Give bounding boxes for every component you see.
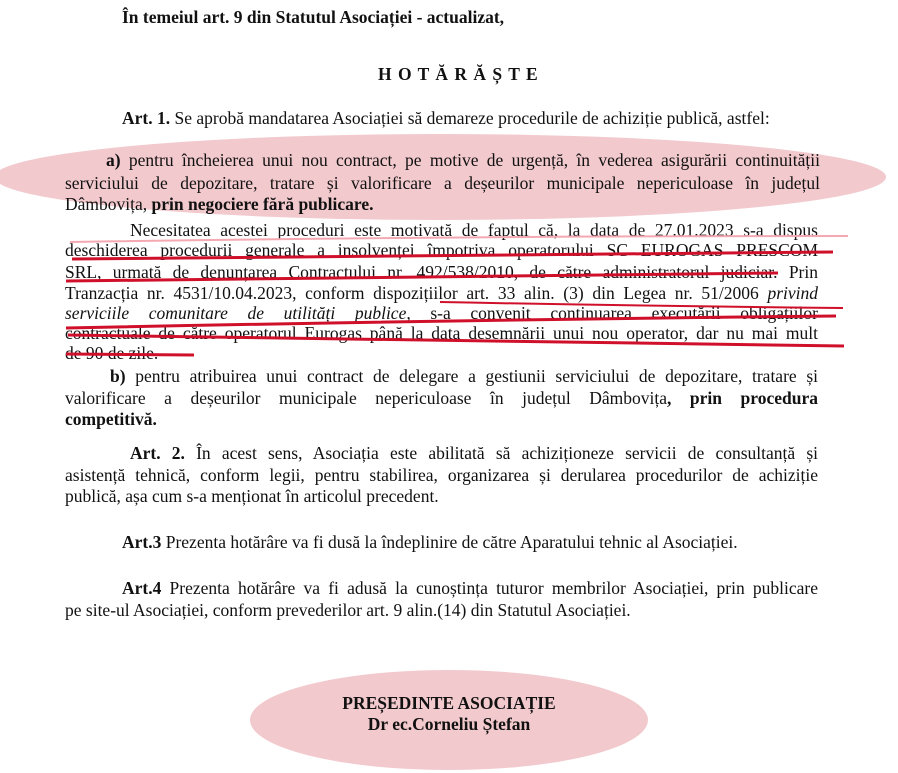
justification-law-title-cont: serviciile comunitare de utilități publice, <box>65 303 411 323</box>
art2-label: Art. 2. <box>130 443 185 463</box>
signature-name: Dr ec.Corneliu Ștefan <box>367 714 531 734</box>
art1-paragraph <box>122 107 770 129</box>
art2-line1 <box>130 442 818 464</box>
art4-line1 <box>122 577 818 599</box>
art1-b-procedure: , prin procedura <box>667 388 818 408</box>
art4-label: Art.4 <box>122 578 162 598</box>
art4-line2: pe site-ul Asociației, conform prevederilor art. 9 alin.(14) din Statutul Asociației. <box>65 600 631 620</box>
justification-text5: s-a convenit continuarea executării obligațiilor <box>410 303 818 323</box>
art3-text: Prezenta hotărâre va fi dusă la îndeplinire de către Aparatului tehnic al Asociației. <box>161 532 738 552</box>
art2-line3: publică, așa cum s-a menționat în articolul precedent. <box>65 486 439 506</box>
art1-b-line2 <box>65 387 818 409</box>
page-title: H O T Ă R Ă Ș T E <box>378 64 539 84</box>
art1-a-line2: serviciului de depozitare, tratare și valorificare a deșeurilor municipale nepericuloase în județul <box>65 173 820 193</box>
justification-line1: Necesitatea acestei proceduri este motivată de faptul că, la data de 27.01.2023 s-a dispus <box>130 220 818 240</box>
art2-line2: asistență tehnică, conform legii, pentru stabilirea, organizarea și derularea procedurilor de achiziție <box>65 465 818 485</box>
art1-a-text3: Dâmbovița, <box>65 194 152 214</box>
signature-title: PREȘEDINTE ASOCIAȚIE <box>342 693 556 713</box>
art3-label: Art.3 <box>122 532 162 552</box>
justification-line2: deschiderea procedurii generale a insolvenței împotriva operatorului SC EUROGAS PRESCOM <box>65 240 818 260</box>
art1-a-line3 <box>65 193 373 215</box>
art1-text: Se aprobă mandatarea Asociației să demareze procedurile de achiziție publică, astfel: <box>170 108 770 128</box>
justification-law-title: privind <box>767 283 818 303</box>
art2-text1: În acest sens, Asociația este abilitată să achiziționeze servicii de consultanță și <box>184 443 818 463</box>
art1-b-text1: pentru atribuirea unui contract de delegare a gestiunii serviciului de depozitare, tratare și <box>125 366 818 386</box>
art1-b-line1 <box>110 365 818 387</box>
justification-line5 <box>65 302 818 324</box>
art1-a-text1: pentru încheierea unui nou contract, pe motive de urgență, în vederea asigurării continuității <box>120 150 820 170</box>
justification-text4: Tranzacția nr. 4531/10.04.2023, conform dispozițiilor art. 33 alin. (3) din Legea nr. 51/2006 <box>65 283 768 303</box>
art1-a-line1 <box>106 149 820 171</box>
justification-line4 <box>65 282 818 304</box>
art1-b-text2: valorificare a deșeurilor municipale nepericuloase în județul Dâmbovița <box>65 388 668 408</box>
intro-text: În temeiul art. 9 din Statutul Asociației - actualizat, <box>122 7 505 27</box>
art1-a-procedure: prin negociere fără publicare. <box>151 194 374 214</box>
justification-line6: contractuale de către operatorul Eurogas până la data desemnării unui nou operator, dar nu mai mult <box>65 323 818 343</box>
art1-a-label: a) <box>106 150 121 170</box>
art1-b-label: b) <box>110 366 126 386</box>
art3-paragraph <box>122 531 738 553</box>
art4-text1: Prezenta hotărâre va fi adusă la cunoștința tuturor membrilor Asociației, prin publicare <box>161 578 818 598</box>
art1-label: Art. 1. <box>122 108 171 128</box>
art1-b-line3: competitivă. <box>65 409 157 429</box>
justification-line3: SRL, urmată de denunțarea Contractului nr. 492/538/2010, de către administratorul judiciar. Prin <box>65 262 818 282</box>
justification-line7: de 90 de zile. <box>65 343 159 363</box>
